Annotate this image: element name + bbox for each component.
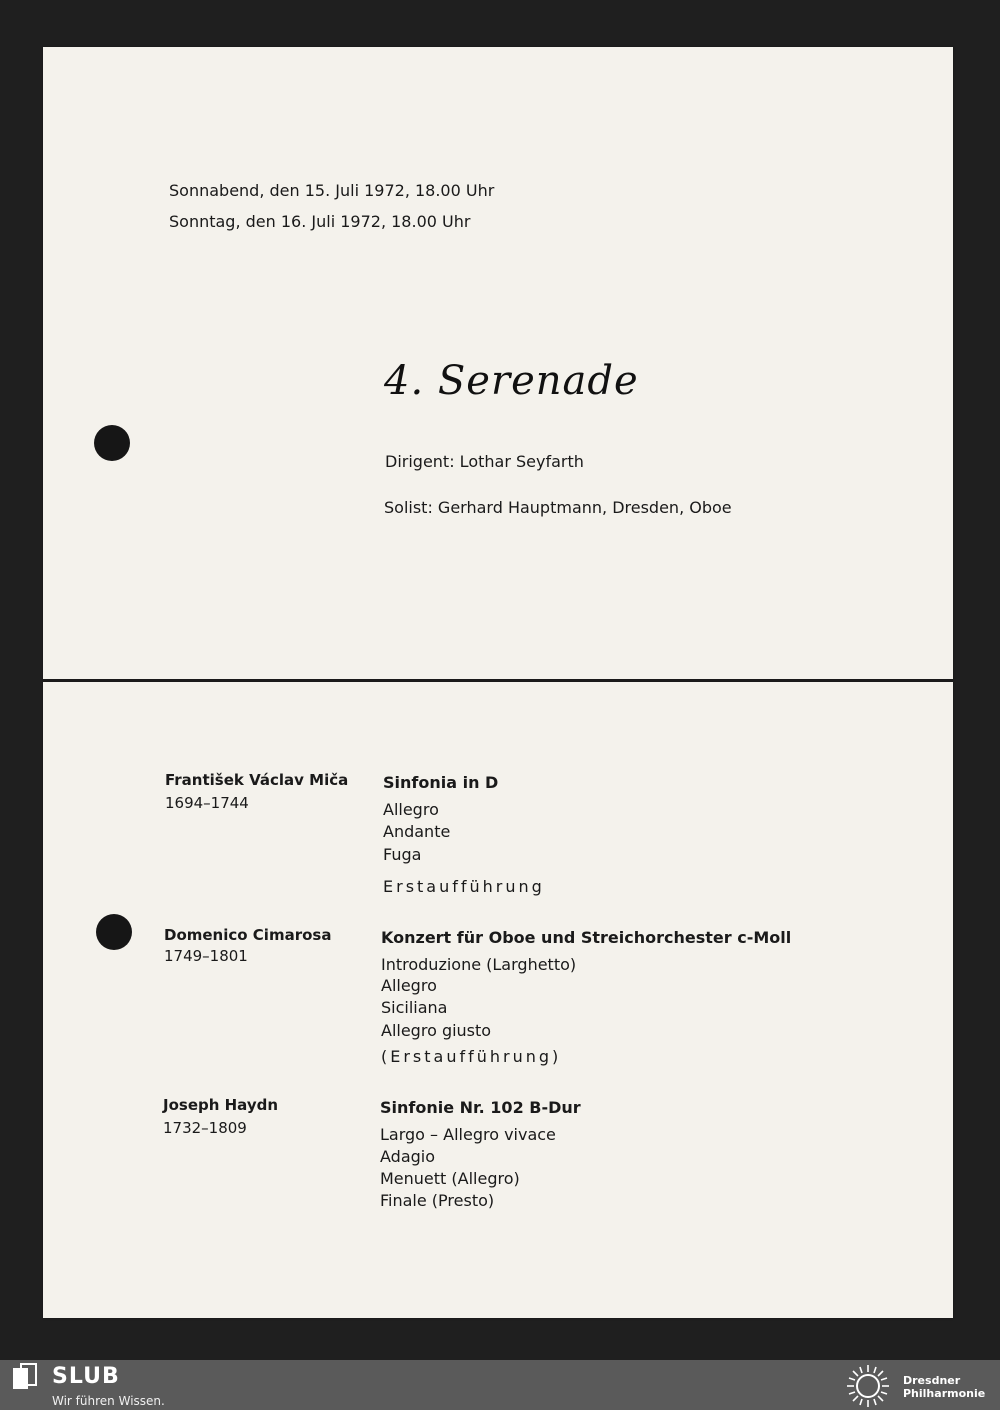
date-line-2: Sonntag, den 16. Juli 1972, 18.00 Uhr (169, 212, 471, 231)
work-title: Konzert für Oboe und Streichorchester c-Moll (381, 928, 792, 947)
composer-years: 1732–1809 (163, 1119, 247, 1137)
movement: Allegro (381, 976, 437, 995)
library-name[interactable]: SLUB (52, 1364, 120, 1389)
soloist: Solist: Gerhard Hauptmann, Dresden, Oboe (384, 498, 732, 517)
movement: Andante (383, 822, 451, 841)
partner-name-line-1: Dresdner (903, 1374, 961, 1387)
performance-note: (Erstaufführung) (381, 1047, 562, 1066)
movement: Finale (Presto) (380, 1191, 495, 1210)
punch-hole-bottom (96, 914, 132, 950)
work-title: Sinfonia in D (383, 773, 499, 792)
partner-name[interactable] (903, 1374, 985, 1400)
movement: Allegro giusto (381, 1021, 492, 1040)
composer-years: 1694–1744 (165, 794, 249, 812)
philharmonie-logo-icon[interactable] (842, 1363, 894, 1409)
partner-name-line-2: Philharmonie (903, 1387, 986, 1400)
composer-name: Joseph Haydn (163, 1096, 279, 1114)
date-line-1: Sonnabend, den 15. Juli 1972, 18.00 Uhr (169, 181, 495, 200)
work-title: Sinfonie Nr. 102 B-Dur (380, 1098, 581, 1117)
movement: Menuett (Allegro) (380, 1169, 520, 1188)
slub-logo-icon[interactable] (12, 1363, 38, 1391)
library-tagline: Wir führen Wissen. (52, 1394, 165, 1408)
movement: Siciliana (381, 998, 448, 1017)
performance-note: Erstaufführung (383, 877, 545, 896)
movement: Allegro (383, 800, 439, 819)
composer-years: 1749–1801 (164, 947, 248, 965)
movement: Adagio (380, 1147, 436, 1166)
concert-title: 4. Serenade (384, 358, 639, 404)
punch-hole-top (94, 425, 130, 461)
composer-name: František Václav Miča (165, 771, 349, 789)
composer-name: Domenico Cimarosa (164, 926, 332, 944)
movement: Fuga (383, 845, 422, 864)
movement: Largo – Allegro vivace (380, 1125, 556, 1144)
movement: Introduzione (Larghetto) (381, 955, 577, 974)
conductor: Dirigent: Lothar Seyfarth (385, 452, 584, 471)
